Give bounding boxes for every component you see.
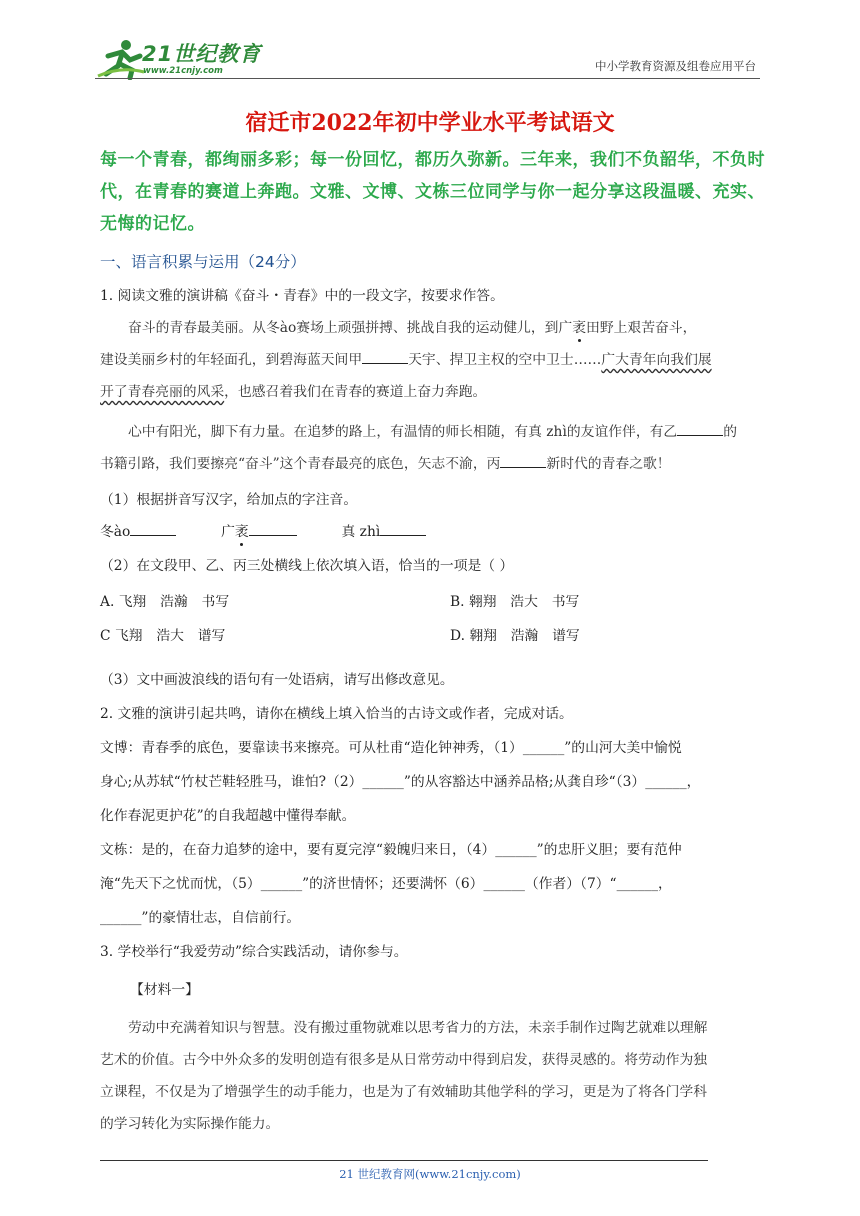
blank-yi[interactable] <box>677 421 723 436</box>
q2-wenbo-line1: 文博：青春季的底色，要靠读书来擦亮。可从杜甫“造化钟神秀，（1）______”的山河大美中愉悦 <box>100 740 682 756</box>
material-heading: 【材料一】 <box>130 982 199 998</box>
footer-text[interactable]: 21 世纪教育网(www.21cnjy.com) <box>339 1167 521 1181</box>
option-a[interactable]: A. 飞翔 浩瀚 书写 <box>100 594 230 610</box>
q2-wenbo-line3: 化作春泥更护花”的自我超越中懂得奉献。 <box>100 808 356 824</box>
logo-url: www.21cnjy.com <box>143 66 223 76</box>
intro-paragraph: 每一个青春，都绚丽多彩；每一份回忆，都历久弥新。三年来，我们不负韶华，不负时代，在青春的赛道上奔跑。文雅、文博、文栋三位同学与你一起分享这段温暖、充实、无悔的记忆。 <box>100 150 765 234</box>
q1-passage-line1 <box>100 312 765 344</box>
option-c[interactable]: C 飞翔 浩大 谱写 <box>100 628 226 644</box>
section-heading: 一、语言积累与运用（24分） <box>100 253 306 271</box>
header-divider <box>95 78 760 79</box>
platform-name: 中小学教育资源及组卷应用平台 <box>595 59 756 73</box>
passage-text: 书籍引路，我们要擦亮“奋斗”这个青春最亮的底色，矢志不渝，丙 <box>100 456 501 472</box>
q1-passage-line3 <box>100 376 765 408</box>
q1-sub2: （2）在文段甲、乙、丙三处横线上依次填入语，恰当的一项是（ ） <box>100 558 514 574</box>
runner-logo-icon <box>96 36 146 80</box>
fill-blank-1[interactable] <box>130 521 176 536</box>
q2-wendong-line1: 文栋：是的，在奋力追梦的途中，要有夏完淳“毅魄归来日，（4）______”的忠肝义胆；要有范仲 <box>100 842 682 858</box>
passage-text: 建设美丽乡村的年轻面孔，到碧海蓝天间甲 <box>100 352 363 368</box>
blank-jia[interactable] <box>362 349 408 364</box>
blank-bing[interactable] <box>500 453 546 468</box>
wavy-sentence: 广大青年向我们展 <box>601 352 712 368</box>
passage-text: ，也感召着我们在青春的赛道上奋力奔跑。 <box>224 384 487 400</box>
q2-wendong-line2: 淹“先天下之忧而忧，（5）______”的济世情怀；还要满怀（6）______（作者）（7）“______， <box>100 876 672 892</box>
dotted-char: 袤 <box>572 320 587 336</box>
fill-label: 冬ào <box>100 524 131 540</box>
q1-passage-line2 <box>100 344 765 376</box>
fill-blank-2[interactable] <box>249 521 297 536</box>
page-title: 宿迁市2022年初中学业水平考试语文 <box>245 110 615 136</box>
dotted-char: 袤 <box>234 524 249 540</box>
wavy-sentence: 开了青春亮丽的风采 <box>100 384 225 400</box>
passage-text: 的 <box>723 424 738 440</box>
q1-sub3: （3）文中画波浪线的语句有一处语病，请写出修改意见。 <box>100 672 454 688</box>
q1-passage-line4 <box>100 416 765 448</box>
q2-wendong-line3: ______”的豪情壮志，自信前行。 <box>100 910 301 926</box>
option-b[interactable]: B. 翱翔 浩大 书写 <box>450 594 580 610</box>
passage-text: 田野上艰苦奋斗， <box>586 320 697 336</box>
q2-stem: 2. 文雅的演讲引起共鸣，请你在横线上填入恰当的古诗文或作者，完成对话。 <box>100 706 573 722</box>
fill-label: 广 <box>221 524 235 540</box>
fill-label: 真 zhì <box>341 524 381 540</box>
material-line2: 艺术的价值。古今中外众多的发明创造有很多是从日常劳动中得到启发，获得灵感的。将劳动作为独 <box>100 1052 708 1068</box>
fill-blank-3[interactable] <box>380 521 426 536</box>
q1-passage-line5 <box>100 448 765 480</box>
q1-stem: 1. 阅读文雅的演讲稿《奋斗・青春》中的一段文字，按要求作答。 <box>100 288 504 304</box>
q1-fill-row <box>100 516 765 548</box>
q1-sub1: （1）根据拼音写汉字，给加点的字注音。 <box>100 492 358 508</box>
material-line1: 劳动中充满着知识与智慧。没有搬过重物就难以思考省力的方法，未亲手制作过陶艺就难以理解 <box>128 1020 708 1036</box>
q3-stem: 3. 学校举行“我爱劳动”综合实践活动，请你参与。 <box>100 944 408 960</box>
option-d[interactable]: D. 翱翔 浩瀚 谱写 <box>450 628 580 644</box>
material-line3: 立课程，不仅是为了增强学生的动手能力，也是为了有效辅助其他学科的学习，更是为了将各门学科 <box>100 1084 708 1100</box>
q2-wenbo-line2: 身心;从苏轼“竹杖芒鞋轻胜马，谁怕?（2）______”的从容豁达中涵养品格;从龚自珍“（3）______， <box>100 774 701 790</box>
material-line4: 的学习转化为实际操作能力。 <box>100 1116 280 1132</box>
passage-text: 新时代的青春之歌！ <box>546 456 671 472</box>
passage-text: 心中有阳光，脚下有力量。在追梦的路上，有温情的师长相随，有真 zhì的友谊作伴，有乙 <box>128 424 678 440</box>
passage-text: 天宇、捍卫主权的空中卫士…… <box>408 352 602 368</box>
passage-text: 奋斗的青春最美丽。从冬ào赛场上顽强拼搏、挑战自我的运动健儿，到广 <box>128 320 573 336</box>
logo-text: 21世纪教育 <box>142 42 262 66</box>
footer-divider <box>100 1160 708 1161</box>
